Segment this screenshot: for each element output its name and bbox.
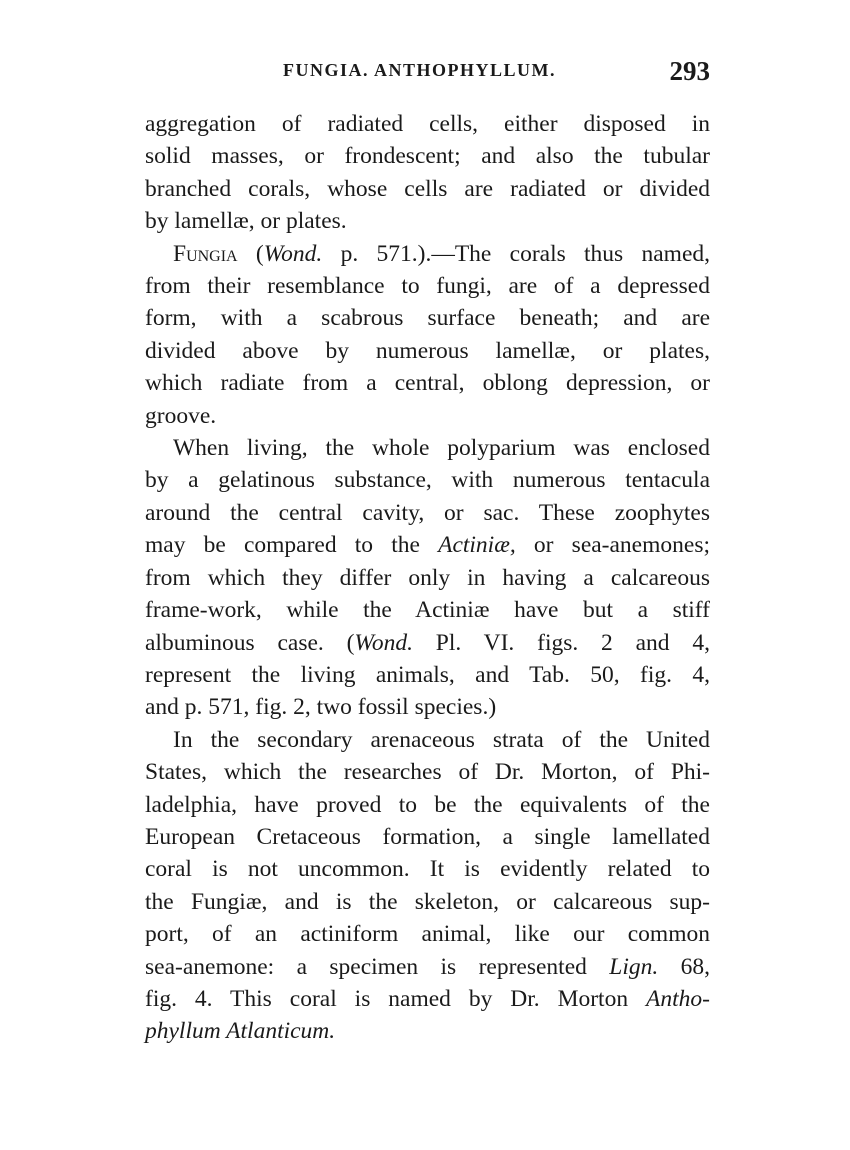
italic-term: Actiniæ, [438,532,516,559]
text-run: sea-anemone: a specimen is represented [145,953,610,980]
body-text [145,108,710,1048]
page-number: 293 [669,56,710,86]
running-title: FUNGIA. ANTHOPHYLLUM. [283,60,557,80]
text-run: or sea-anemones; [515,532,710,559]
text-line: the Fungiæ, and is the skeleton, or calcareous sup- [145,888,710,915]
page-header [145,56,710,96]
text-line: coral is not uncommon. It is evidently related to [145,856,710,883]
text-line: by a gelatinous substance, with numerous tentacula [145,467,710,494]
text-line [145,529,710,561]
text-line: around the central cavity, or sac. These zoophytes [145,499,710,526]
species-name: phyllum Atlanticum. [145,1018,336,1045]
reference-abbrev: Wond. [263,240,323,267]
text-run: may be compared to the [145,532,439,559]
text-line: States, which the researches of Dr. Morton, of Phi- [145,759,710,786]
reference-abbrev: Wond. [354,629,413,656]
text-line: port, of an actiniform animal, like our common [145,921,710,948]
text-line: branched corals, whose cells are radiated or divided [145,175,710,202]
genus-heading: Fungia [173,240,238,267]
text-line: from their resemblance to fungi, are of a depressed [145,273,710,300]
text-line: frame-work, while the Actiniæ have but a stiff [145,597,710,624]
text-line: from which they differ only in having a calcareous [145,564,710,591]
text-line: solid masses, or frondescent; and also the tubular [145,143,710,170]
text-line: divided above by numerous lamellæ, or plates, [145,337,710,364]
paragraph-1 [145,108,710,238]
text-run: ( [237,240,264,267]
text-line: In the secondary arenaceous strata of the United [173,726,710,753]
text-line: European Cretaceous formation, a single lamellated [145,823,710,850]
text-line: ladelphia, have proved to be the equivalents of the [145,791,710,818]
paragraph-secondary-strata [145,724,710,1048]
text-line [145,983,710,1015]
paragraph-fungia [145,238,710,432]
text-line: When living, the whole polyparium was enclosed [173,435,710,462]
text-line [145,1015,710,1047]
text-run: Pl. VI. figs. 2 and 4, [412,629,710,656]
text-line: form, with a scabrous surface beneath; and are [145,305,710,332]
paragraph-living [145,432,710,724]
figure-reference: Lign. [609,953,659,980]
text-line: by lamellæ, or plates. [145,208,347,235]
text-run: p. 571.).—The corals thus named, [322,240,711,267]
text-run: 68, [658,953,711,980]
text-line: and p. 571, fig. 2, two fossil species.) [145,694,497,721]
text-line [145,951,710,983]
text-line: which radiate from a central, oblong depression, or [145,370,710,397]
text-line: represent the living animals, and Tab. 50, fig. 4, [145,661,710,688]
text-line [145,627,710,659]
text-line: aggregation of radiated cells, either disposed in [145,111,710,137]
text-line [145,238,710,270]
text-line: groove. [145,402,217,429]
species-name: Antho- [646,985,710,1012]
text-run: albuminous case. ( [145,629,355,656]
text-run: fig. 4. This coral is named by Dr. Morton [145,985,647,1012]
